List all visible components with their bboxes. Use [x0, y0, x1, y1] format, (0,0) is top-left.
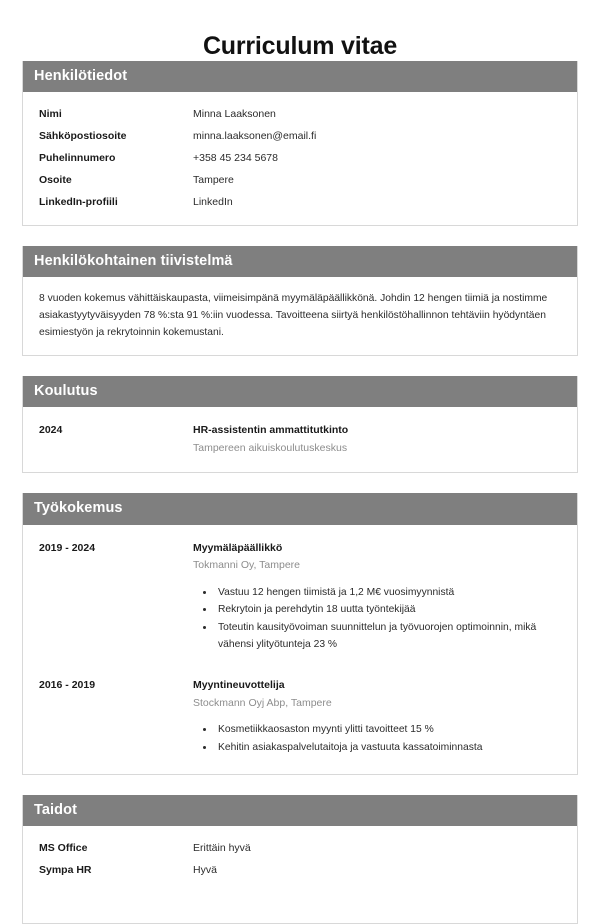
section-header-personal-details: Henkilötiedot	[23, 61, 577, 92]
detail-row	[37, 103, 563, 125]
list-item: • Vastuu 12 hengen tiimistä ja 1,2 M€ vuosimyynnistä	[215, 585, 563, 602]
list-item: • Toteutin kausityövoiman suunnittelun ja työvuorojen optimoinnin, mikä vähensi ylityötunteja 23 %	[215, 620, 563, 653]
section-header-education: Koulutus	[23, 376, 577, 407]
summary-text: 8 vuoden kokemus vähittäiskaupasta, viimeisimpänä myymäläpäällikkönä. Johdin 12 hengen tiimiä ja nostimme asiakastyytyväisyyden 78 %:sta 91 %:iin vuodessa. Tavoitteena siirtyä henkilöstöhallinnon tehtäviin hyödyntäen esimiestyön ja rekrytoinnin kokemustani.	[39, 293, 548, 338]
experience-entry	[37, 536, 563, 659]
detail-label: Sähköpostiosoite	[39, 130, 127, 143]
section-header-skills: Taidot	[23, 795, 577, 826]
education-entry-title: HR-assistentin ammattitutkinto	[193, 424, 349, 437]
experience-entry-employer: Tokmanni Oy, Tampere	[193, 559, 300, 572]
skill-level: Erittäin hyvä	[193, 841, 251, 854]
experience-entry-employer: Stockmann Oyj Abp, Tampere	[193, 696, 332, 709]
detail-label: Nimi	[39, 108, 62, 121]
section-personal-details	[22, 61, 578, 226]
list-item: • Kosmetiikkaosaston myynti ylitti tavoitteet 15 %	[215, 722, 563, 739]
section-header-experience: Työkokemus	[23, 493, 577, 524]
detail-label: Puhelinnumero	[39, 152, 116, 165]
detail-row	[37, 147, 563, 169]
education-entry	[37, 418, 563, 460]
detail-row	[37, 125, 563, 147]
skill-label: Sympa HR	[39, 863, 92, 876]
detail-row	[37, 169, 563, 191]
experience-entry-bullets	[193, 722, 563, 756]
education-entry-institution: Tampereen aikuiskoulutuskeskus	[193, 442, 348, 455]
education-entry-date: 2024	[39, 424, 63, 437]
experience-entry-title: Myyntineuvottelija	[193, 679, 285, 692]
experience-entry-bullets	[193, 585, 563, 654]
page-title: Curriculum vitae	[202, 32, 398, 60]
detail-label: Osoite	[39, 174, 72, 187]
summary-body	[23, 277, 577, 355]
detail-value: minna.laaksonen@email.fi	[193, 130, 317, 143]
section-summary	[22, 246, 578, 356]
section-education	[22, 376, 578, 473]
skill-level: Hyvä	[193, 863, 217, 876]
section-skills	[22, 795, 578, 924]
detail-value: +358 45 234 5678	[193, 152, 278, 165]
education-body	[23, 407, 577, 472]
skills-body	[23, 826, 577, 923]
detail-value: Minna Laaksonen	[193, 108, 276, 121]
skill-label: MS Office	[39, 841, 88, 854]
section-header-summary: Henkilökohtainen tiivistelmä	[23, 246, 577, 277]
experience-entry	[37, 673, 563, 761]
experience-entry-date: 2016 - 2019	[39, 679, 96, 692]
experience-entry-main	[193, 541, 563, 655]
detail-row	[37, 191, 563, 213]
skill-row	[37, 859, 563, 881]
list-item: • Rekrytoin ja perehdytin 18 uutta työntekijää	[215, 602, 563, 619]
section-experience	[22, 493, 578, 774]
experience-entry-title: Myymäläpäällikkö	[193, 541, 283, 554]
detail-value: Tampere	[193, 174, 234, 187]
experience-entry-main	[193, 678, 563, 757]
personal-details-body	[23, 92, 577, 225]
detail-label: LinkedIn-profiili	[39, 196, 118, 209]
list-item: • Kehitin asiakaspalvelutaitoja ja vastuuta kassatoiminnasta	[215, 740, 563, 757]
experience-entry-date: 2019 - 2024	[39, 541, 96, 554]
experience-body	[23, 525, 577, 774]
linkedin-profile-link[interactable]: LinkedIn	[193, 196, 233, 209]
education-entry-main	[193, 423, 563, 456]
